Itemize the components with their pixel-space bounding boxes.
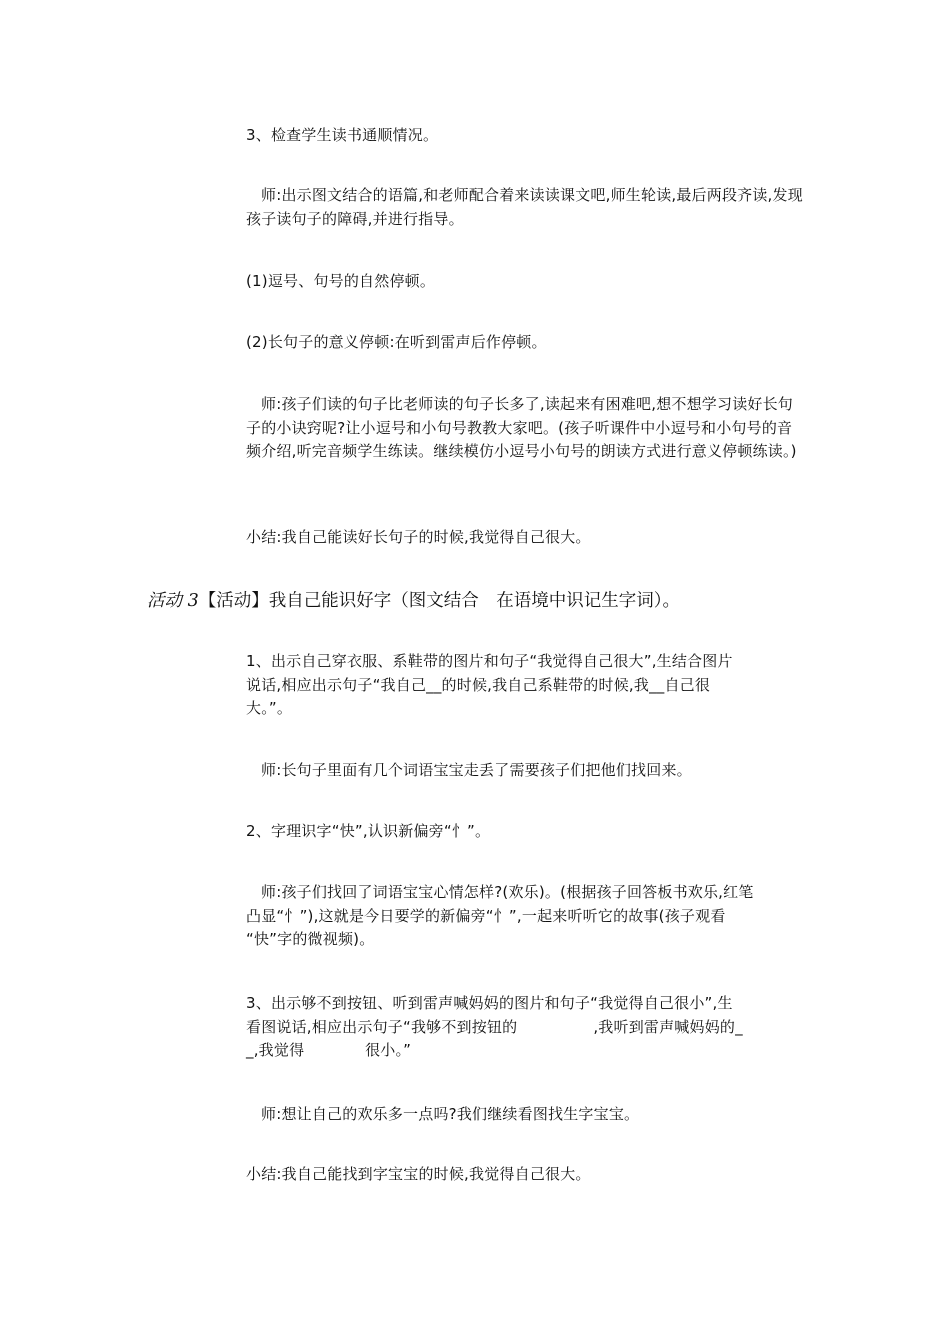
paragraph-summary-characters: 小结:我自己能找到字宝宝的时候,我觉得自己很大。 — [246, 1165, 591, 1183]
paragraph-summary-reading: 小结:我自己能读好长句子的时候,我觉得自己很大。 — [246, 528, 591, 546]
paragraph-character-kuai: 2、字理识字“快”,认识新偏旁“忄”。 — [246, 822, 491, 840]
text-line: 1、出示自己穿衣服、系鞋带的图片和句子“我觉得自己很大”,生结合图片 — [246, 652, 733, 670]
text-line: 凸显“忄”),这就是今日要学的新偏旁“忄”,一起来听听它的故事(孩子观看 — [246, 906, 726, 925]
activity-3-heading — [147, 588, 787, 614]
paragraph-check-reading: 3、检查学生读书通顺情况。 — [246, 126, 439, 144]
paragraph-meaning-pause: (2)长句子的意义停顿:在听到雷声后作停顿。 — [246, 333, 547, 351]
paragraph-new-radical — [246, 881, 806, 952]
text-line: 看图说话,相应出示句子“我够不到按钮的 ,我听到雷声喊妈妈的_ — [246, 1017, 743, 1036]
text-line: _,我觉得 很小。” — [246, 1041, 412, 1059]
paragraph-feel-small — [246, 992, 806, 1063]
paragraph-natural-pause: (1)逗号、句号的自然停顿。 — [246, 272, 436, 290]
text-line: 大。”。 — [246, 699, 293, 717]
paragraph-teacher-rotate-reading: 师:出示图文结合的语篇,和老师配合着来读读课文吧,师生轮读,最后两段齐读,发现孩子读句子的障碍,并进行指导。 — [246, 186, 803, 228]
text-line: 说话,相应出示句子“我自己__的时候,我自己系鞋带的时候,我__自己很 — [246, 675, 711, 694]
text-line: 师:孩子们找回了词语宝宝心情怎样?(欢乐)。(根据孩子回答板书欢乐,红笔 — [261, 883, 754, 901]
activity-title: 【活动】我自己能识好字（图文结合 在语境中识记生字词）。 — [198, 591, 680, 611]
paragraph-dressing-pictures — [246, 650, 806, 721]
paragraph-lost-words: 师:长句子里面有几个词语宝宝走丢了需要孩子们把他们找回来。 — [261, 761, 692, 779]
paragraph-more-joy: 师:想让自己的欢乐多一点吗?我们继续看图找生字宝宝。 — [261, 1105, 640, 1123]
text-line: 3、出示够不到按钮、听到雷声喊妈妈的图片和句子“我觉得自己很小”,生 — [246, 994, 733, 1012]
text-line: “快”字的微视频)。 — [246, 930, 375, 948]
activity-number: 活动 3 — [147, 591, 199, 611]
paragraph-long-sentence-tips: 师:孩子们读的句子比老师读的句子长多了,读起来有困难吧,想不想学习读好长句子的小诀窍呢?让小逗号和小句号教教大家吧。(孩子听课件中小逗号和小句号的音频介绍,听完音频学生练读。继续模仿小逗号小句号的朗读方式进行意义停顿练读。) — [246, 395, 797, 460]
